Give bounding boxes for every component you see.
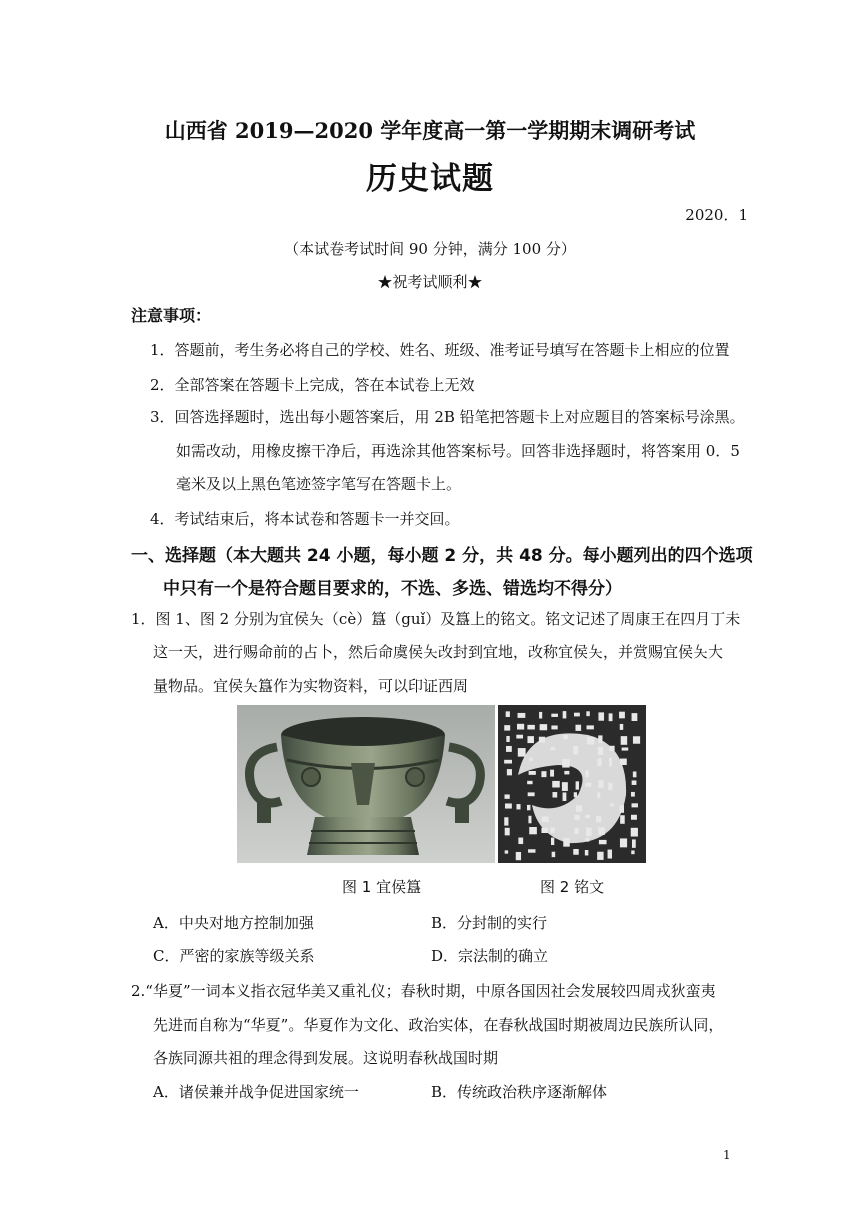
rubbing-speckle: [563, 792, 567, 801]
rubbing-speckle: [598, 747, 603, 755]
rubbing-speckle: [632, 780, 637, 785]
rubbing-speckle: [632, 713, 638, 721]
q1-option-c[interactable]: C．严密的家族等级关系: [153, 947, 315, 965]
figure-1-caption: 图 1 宜侯簋: [342, 878, 422, 896]
rubbing-speckle: [631, 792, 635, 797]
rubbing-speckle: [529, 758, 532, 761]
rubbing-speckle: [585, 850, 589, 855]
rubbing-speckle: [587, 725, 594, 729]
rubbing-speckle: [529, 771, 536, 775]
rubbing-speckle: [598, 827, 605, 835]
rubbing-speckle: [551, 714, 558, 717]
rubbing-speckle: [597, 852, 603, 860]
rubbing-speckle: [541, 828, 547, 833]
figure-2-caption: 图 2 铭文: [540, 878, 605, 896]
rubbing-speckle: [541, 816, 548, 822]
bronze-vessel-image: [237, 705, 495, 863]
rubbing-speckle: [631, 850, 634, 854]
rubbing-speckle: [506, 711, 510, 717]
q1-stem-line-2: 这一天，进行赐命前的占卜，然后命虞侯夨改封到宜地，改称宜侯夨，并赏赐宜侯夨大: [153, 643, 724, 661]
rubbing-speckle: [564, 771, 569, 775]
rubbing-speckle: [585, 783, 591, 787]
rubbing-speckle: [620, 759, 627, 765]
exam-info: （本试卷考试时间 90 分钟，满分 100 分）: [284, 240, 576, 258]
rubbing-speckle: [517, 724, 524, 730]
rubbing-speckle: [574, 713, 580, 717]
q1-option-a[interactable]: A．中央对地方控制加强: [153, 914, 314, 932]
rubbing-speckle: [563, 711, 567, 718]
rubbing-speckle: [528, 816, 531, 824]
rubbing-speckle: [622, 747, 629, 750]
rubbing-speckle: [550, 827, 554, 832]
q2-stem-line-1: 2.“华夏”一词本义指衣冠华美又重礼仪；春秋时期，中原各国因社会发展较四周戎狄蛮夷: [131, 982, 716, 1000]
rubbing-speckle: [620, 805, 624, 813]
blessing: ★祝考试顺利★: [377, 273, 483, 291]
rubbing-speckle: [575, 828, 579, 835]
rubbing-speckle: [575, 725, 581, 731]
rubbing-speckle: [563, 838, 570, 847]
rubbing-speckle: [585, 815, 590, 818]
rubbing-speckle: [562, 782, 568, 791]
rubbing-speckle: [608, 783, 612, 790]
rubbing-speckle: [504, 760, 512, 764]
rubbing-speckle: [541, 771, 546, 777]
rubbing-speckle: [505, 828, 510, 836]
rubbing-speckle: [598, 780, 603, 788]
rubbing-speckle: [550, 770, 554, 777]
rubbing-speckle: [551, 838, 554, 845]
rubbing-speckle: [505, 803, 512, 808]
q2-stem-line-2: 先进而自称为“华夏”。华夏作为文化、政治实体，在春秋战国时期被周边民族所认同，: [153, 1016, 724, 1034]
exam-date: 2020．1: [685, 206, 748, 224]
rubbing-speckle: [551, 747, 556, 750]
notice-item-3-cont-1: 如需改动，用橡皮擦干净后，再选涂其他答案标号。回答非选择题时，将答案用 0．5: [176, 442, 740, 460]
rubbing-speckle: [527, 805, 530, 810]
rubbing-speckle: [576, 805, 582, 811]
section-heading: 一、选择题（本大题共 24 小题，每小题 2 分，共 48 分。每小题列出的四个选项: [131, 546, 753, 566]
rubbing-speckle: [539, 712, 542, 719]
rubbing-speckle: [507, 769, 512, 775]
rubbing-speckle: [562, 759, 569, 768]
rubbing-speckle: [573, 849, 578, 855]
rubbing-speckle: [527, 725, 534, 730]
rubbing-speckle: [597, 758, 601, 766]
rubbing-speckle: [632, 803, 638, 807]
rubbing-speckle: [552, 781, 560, 788]
inscription-rubbing-image: [498, 705, 646, 863]
rubbing-speckle: [633, 771, 637, 777]
rubbing-speckle: [563, 735, 568, 739]
rubbing-speckle: [506, 736, 509, 742]
rubbing-speckle: [620, 838, 627, 847]
rubbing-speckle: [620, 815, 625, 824]
rubbing-speckle: [586, 838, 590, 842]
q1-option-b[interactable]: B．分封制的实行: [431, 914, 548, 932]
rubbing-speckle: [527, 736, 533, 743]
q2-stem-line-3: 各族同源共祖的理念得到发展。这说明春秋战国时期: [153, 1049, 499, 1067]
rubbing-speckle: [631, 828, 638, 837]
rubbing-speckle: [516, 852, 521, 860]
notice-item-3: 3．回答选择题时，选出每小题答案后，用 2B 铅笔把答题卡上对应题目的答案标号涂黑。: [150, 408, 745, 426]
rubbing-speckle: [527, 781, 532, 784]
notice-heading: 注意事项：: [131, 306, 212, 325]
rubbing-speckle: [596, 816, 601, 822]
rubbing-speckle: [552, 852, 556, 857]
rubbing-speckle: [505, 850, 508, 853]
rubbing-speckle: [586, 828, 592, 837]
rubbing-speckle: [609, 758, 612, 767]
rubbing-speckle: [504, 817, 508, 825]
rubbing-speckle: [574, 815, 579, 820]
rubbing-speckle: [609, 713, 613, 721]
rubbing-speckle: [505, 794, 510, 798]
notice-item-3-cont-2: 毫米及以上黑色笔迹签字笔写在答题卡上。: [176, 475, 462, 493]
rubbing-speckle: [574, 792, 577, 797]
rubbing-speckle: [599, 840, 607, 844]
q1-option-d[interactable]: D．宗法制的确立: [431, 947, 549, 965]
q1-stem-line-3: 量物品。宜侯夨簋作为实物资料，可以印证西周: [153, 677, 469, 695]
rubbing-speckle: [633, 736, 640, 743]
rubbing-speckle: [610, 803, 614, 806]
rubbing-speckle: [598, 712, 604, 720]
rubbing-speckle: [576, 781, 579, 789]
rubbing-speckle: [621, 736, 627, 745]
rubbing-speckle: [528, 792, 535, 796]
rubbing-speckle: [529, 827, 537, 834]
rubbing-speckle: [516, 804, 520, 809]
rubbing-speckle: [518, 713, 526, 718]
q1-stem-line-1: 1．图 1、图 2 分别为宜侯夨（cè）簋（guǐ）及簋上的铭文。铭文记述了周康王在四月丁未: [131, 610, 741, 628]
section-heading-cont: 中只有一个是符合题目要求的，不选、多选、错选均不得分）: [163, 579, 622, 599]
rubbing-speckle: [609, 746, 614, 751]
q2-option-b[interactable]: B．传统政治秩序逐渐解体: [431, 1083, 608, 1101]
rubbing-speckle: [504, 725, 510, 730]
rubbing-speckle: [518, 838, 523, 845]
notice-item-2: 2．全部答案在答题卡上完成，答在本试卷上无效: [150, 376, 475, 394]
rubbing-speckle: [518, 748, 526, 757]
rubbing-speckle: [585, 770, 588, 777]
rubbing-speckle: [506, 746, 512, 752]
rubbing-speckle: [598, 735, 602, 743]
rubbing-speckle: [597, 792, 600, 798]
rubbing-speckle: [586, 711, 589, 716]
rubbing-speckle: [587, 737, 594, 745]
page-number: 1: [723, 1148, 731, 1162]
rubbing-speckle: [516, 735, 523, 739]
rubbing-speckle: [552, 792, 557, 798]
rubbing-speckle: [573, 746, 578, 755]
rubbing-speckle: [528, 849, 535, 852]
q2-option-a[interactable]: A．诸侯兼并战争促进国家统一: [153, 1083, 359, 1101]
rubbing-speckle: [608, 850, 612, 859]
rubbing-speckle: [551, 725, 557, 729]
rubbing-speckle: [619, 712, 625, 719]
rubbing-speckle: [539, 737, 545, 743]
rubbing-speckle: [632, 839, 636, 847]
rubbing-speckle: [631, 815, 637, 820]
subject-title: 历史试题: [366, 161, 494, 197]
rubbing-speckle: [540, 724, 548, 730]
exam-title: 山西省 2019—2020 学年度高一第一学期期末调研考试: [164, 118, 696, 143]
rubbing-speckle: [620, 724, 623, 730]
notice-item-1: 1．答题前，考生务必将自己的学校、姓名、班级、准考证号填写在答题卡上相应的位置: [150, 341, 730, 359]
notice-item-4: 4．考试结束后，将本试卷和答题卡一并交回。: [150, 510, 460, 528]
